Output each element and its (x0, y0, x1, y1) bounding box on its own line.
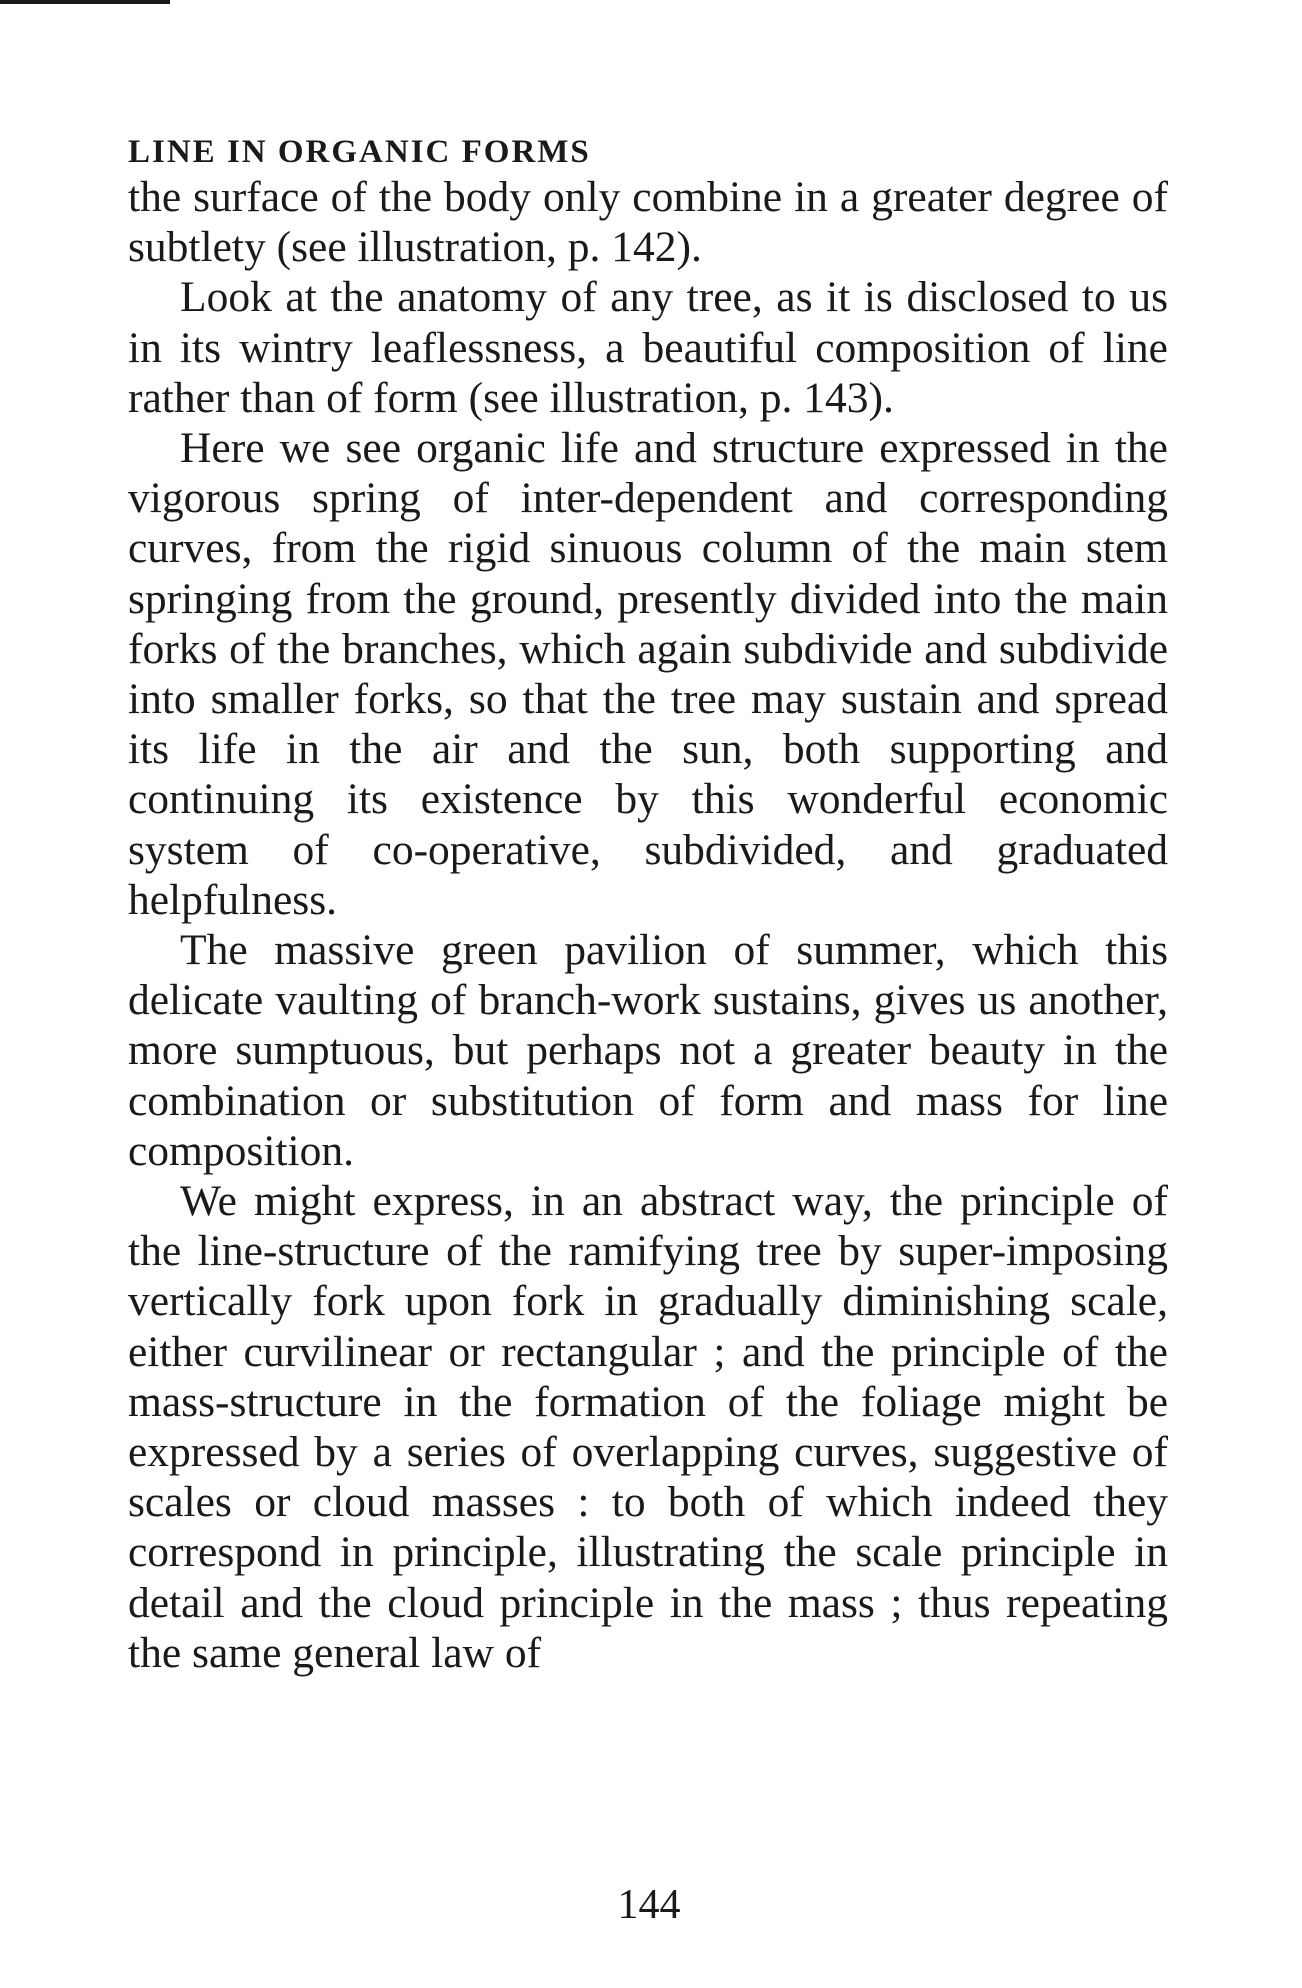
book-page (128, 132, 1168, 1678)
paragraph-tree-anatomy: Look at the anatomy of any tree, as it is disclosed to us in its wintry leaflessness, a beautiful composition of line rather than of form (see illustration, p. 143). (128, 273, 1168, 422)
running-head: LINE IN ORGANIC FORMS (128, 134, 591, 170)
paragraph-continuation: the surface of the body only combine in a greater degree of subtlety (see illustration, p. 142). (128, 173, 1168, 272)
paragraph-organic-life: Here we see organic life and structure expressed in the vigorous spring of inter-dependent and corresponding curves, from the rigid sinuous column of the main stem springing from the ground, presently divided into the main forks of the branches, which again subdivide and subdivide into smaller forks, so that the tree may sustain and spread its life in the air and the sun, both supporting and continuing its existence by this wonderful economic system of co-operative, subdivided, and graduated helpfulness. (128, 424, 1168, 924)
paragraph-abstract-principle: We might express, in an abstract way, the principle of the line-structure of the ramifying tree by super-imposing vertically fork upon fork in gradually diminishing scale, either curvilinear or rectangular ; and the principle of the mass-structure in the formation of the foliage might be expressed by a series of overlapping curves, suggestive of scales or cloud masses : to both of which indeed they correspond in principle, illustrating the scale principle in detail and the cloud principle in the mass ; thus repeating the same general law of (128, 1177, 1168, 1677)
page-number: 144 (617, 1882, 681, 1928)
paragraph-summer-pavilion: The massive green pavilion of summer, which this delicate vaulting of branch-work sustains, gives us another, more sumptuous, but perhaps not a greater beauty in the combination or substitution of form and mass for line composition. (128, 926, 1168, 1175)
body-text (128, 172, 1168, 1678)
top-edge-rule (0, 0, 170, 4)
